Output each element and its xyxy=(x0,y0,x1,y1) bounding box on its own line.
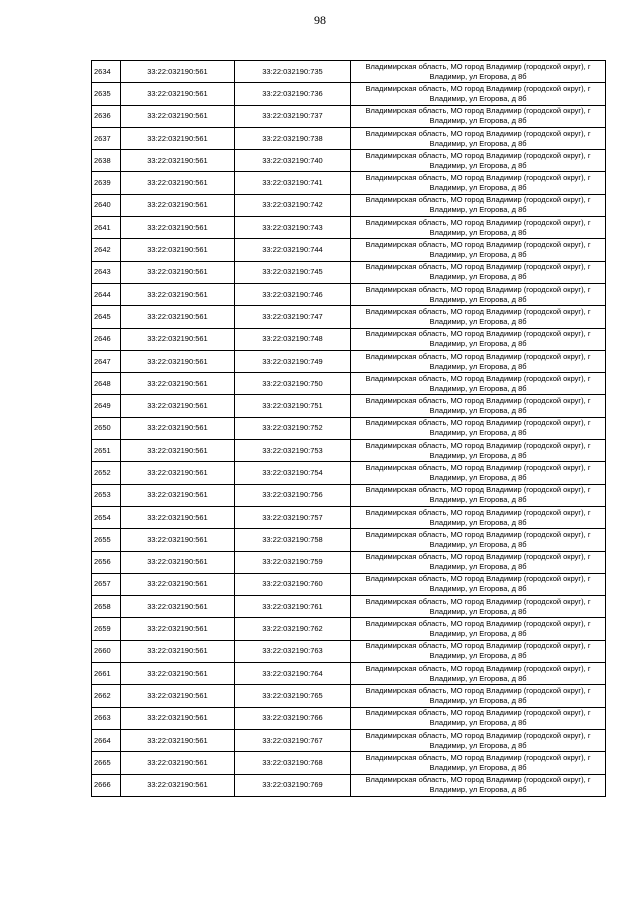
table-row xyxy=(92,484,606,506)
table-row xyxy=(92,551,606,573)
table-row xyxy=(92,194,606,216)
parcel-cadastral-number-cell: 33:22:032190:561 xyxy=(121,440,235,462)
parcel-cadastral-number-cell: 33:22:032190:561 xyxy=(121,752,235,774)
table-row xyxy=(92,596,606,618)
page-number: 98 xyxy=(314,13,326,27)
parcel-cadastral-number-cell: 33:22:032190:561 xyxy=(121,551,235,573)
object-cadastral-number-cell: 33:22:032190:746 xyxy=(235,283,351,305)
address-cell: Владимирская область, МО город Владимир (городской округ), г Владимир, ул Егорова, д 8б xyxy=(351,306,606,328)
object-cadastral-number-cell: 33:22:032190:750 xyxy=(235,373,351,395)
parcel-cadastral-number-cell: 33:22:032190:561 xyxy=(121,217,235,239)
table-row xyxy=(92,350,606,372)
object-cadastral-number-cell: 33:22:032190:756 xyxy=(235,484,351,506)
address-cell: Владимирская область, МО город Владимир (городской округ), г Владимир, ул Егорова, д 8б xyxy=(351,663,606,685)
table-row xyxy=(92,707,606,729)
row-number-cell: 2666 xyxy=(92,774,121,796)
address-cell: Владимирская область, МО город Владимир (городской округ), г Владимир, ул Егорова, д 8б xyxy=(351,328,606,350)
object-cadastral-number-cell: 33:22:032190:741 xyxy=(235,172,351,194)
object-cadastral-number-cell: 33:22:032190:749 xyxy=(235,350,351,372)
table-row xyxy=(92,618,606,640)
row-number-cell: 2664 xyxy=(92,729,121,751)
object-cadastral-number-cell: 33:22:032190:735 xyxy=(235,61,351,83)
row-number-cell: 2663 xyxy=(92,707,121,729)
parcel-cadastral-number-cell: 33:22:032190:561 xyxy=(121,239,235,261)
address-cell: Владимирская область, МО город Владимир (городской округ), г Владимир, ул Егорова, д 8б xyxy=(351,462,606,484)
row-number-cell: 2636 xyxy=(92,105,121,127)
address-cell: Владимирская область, МО город Владимир (городской округ), г Владимир, ул Егорова, д 8б xyxy=(351,529,606,551)
address-cell: Владимирская область, МО город Владимир (городской округ), г Владимир, ул Егорова, д 8б xyxy=(351,707,606,729)
row-number-cell: 2650 xyxy=(92,417,121,439)
address-cell: Владимирская область, МО город Владимир (городской округ), г Владимир, ул Егорова, д 8б xyxy=(351,752,606,774)
parcel-cadastral-number-cell: 33:22:032190:561 xyxy=(121,373,235,395)
table-row xyxy=(92,61,606,83)
table-row xyxy=(92,395,606,417)
object-cadastral-number-cell: 33:22:032190:736 xyxy=(235,83,351,105)
table-row xyxy=(92,417,606,439)
table-row xyxy=(92,685,606,707)
object-cadastral-number-cell: 33:22:032190:752 xyxy=(235,417,351,439)
object-cadastral-number-cell: 33:22:032190:748 xyxy=(235,328,351,350)
row-number-cell: 2658 xyxy=(92,596,121,618)
row-number-cell: 2665 xyxy=(92,752,121,774)
address-cell: Владимирская область, МО город Владимир (городской округ), г Владимир, ул Егорова, д 8б xyxy=(351,484,606,506)
object-cadastral-number-cell: 33:22:032190:757 xyxy=(235,506,351,528)
object-cadastral-number-cell: 33:22:032190:758 xyxy=(235,529,351,551)
object-cadastral-number-cell: 33:22:032190:759 xyxy=(235,551,351,573)
row-number-cell: 2639 xyxy=(92,172,121,194)
parcel-cadastral-number-cell: 33:22:032190:561 xyxy=(121,105,235,127)
table-row xyxy=(92,640,606,662)
object-cadastral-number-cell: 33:22:032190:764 xyxy=(235,663,351,685)
row-number-cell: 2648 xyxy=(92,373,121,395)
table-row xyxy=(92,752,606,774)
address-cell: Владимирская область, МО город Владимир (городской округ), г Владимир, ул Егорова, д 8б xyxy=(351,261,606,283)
row-number-cell: 2661 xyxy=(92,663,121,685)
parcel-cadastral-number-cell: 33:22:032190:561 xyxy=(121,618,235,640)
table-row xyxy=(92,306,606,328)
object-cadastral-number-cell: 33:22:032190:747 xyxy=(235,306,351,328)
object-cadastral-number-cell: 33:22:032190:745 xyxy=(235,261,351,283)
parcel-cadastral-number-cell: 33:22:032190:561 xyxy=(121,172,235,194)
parcel-cadastral-number-cell: 33:22:032190:561 xyxy=(121,350,235,372)
row-number-cell: 2637 xyxy=(92,127,121,149)
address-cell: Владимирская область, МО город Владимир (городской округ), г Владимир, ул Егорова, д 8б xyxy=(351,440,606,462)
address-cell: Владимирская область, МО город Владимир (городской округ), г Владимир, ул Егорова, д 8б xyxy=(351,105,606,127)
row-number-cell: 2638 xyxy=(92,150,121,172)
object-cadastral-number-cell: 33:22:032190:766 xyxy=(235,707,351,729)
object-cadastral-number-cell: 33:22:032190:737 xyxy=(235,105,351,127)
parcel-cadastral-number-cell: 33:22:032190:561 xyxy=(121,328,235,350)
object-cadastral-number-cell: 33:22:032190:763 xyxy=(235,640,351,662)
address-cell: Владимирская область, МО город Владимир (городской округ), г Владимир, ул Егорова, д 8б xyxy=(351,685,606,707)
address-cell: Владимирская область, МО город Владимир (городской округ), г Владимир, ул Егорова, д 8б xyxy=(351,551,606,573)
table-row xyxy=(92,663,606,685)
parcel-cadastral-number-cell: 33:22:032190:561 xyxy=(121,194,235,216)
table-row xyxy=(92,506,606,528)
table-row xyxy=(92,172,606,194)
address-cell: Владимирская область, МО город Владимир (городской округ), г Владимир, ул Егорова, д 8б xyxy=(351,350,606,372)
table-row xyxy=(92,150,606,172)
row-number-cell: 2654 xyxy=(92,506,121,528)
object-cadastral-number-cell: 33:22:032190:762 xyxy=(235,618,351,640)
table-row xyxy=(92,127,606,149)
parcel-cadastral-number-cell: 33:22:032190:561 xyxy=(121,596,235,618)
object-cadastral-number-cell: 33:22:032190:744 xyxy=(235,239,351,261)
object-cadastral-number-cell: 33:22:032190:760 xyxy=(235,573,351,595)
object-cadastral-number-cell: 33:22:032190:761 xyxy=(235,596,351,618)
table-row xyxy=(92,239,606,261)
object-cadastral-number-cell: 33:22:032190:742 xyxy=(235,194,351,216)
parcel-cadastral-number-cell: 33:22:032190:561 xyxy=(121,127,235,149)
row-number-cell: 2646 xyxy=(92,328,121,350)
address-cell: Владимирская область, МО город Владимир (городской округ), г Владимир, ул Егорова, д 8б xyxy=(351,506,606,528)
parcel-cadastral-number-cell: 33:22:032190:561 xyxy=(121,506,235,528)
address-cell: Владимирская область, МО город Владимир (городской округ), г Владимир, ул Егорова, д 8б xyxy=(351,283,606,305)
parcel-cadastral-number-cell: 33:22:032190:561 xyxy=(121,685,235,707)
object-cadastral-number-cell: 33:22:032190:753 xyxy=(235,440,351,462)
row-number-cell: 2653 xyxy=(92,484,121,506)
address-cell: Владимирская область, МО город Владимир (городской округ), г Владимир, ул Егорова, д 8б xyxy=(351,774,606,796)
table-row xyxy=(92,573,606,595)
address-cell: Владимирская область, МО город Владимир (городской округ), г Владимир, ул Егорова, д 8б xyxy=(351,729,606,751)
row-number-cell: 2645 xyxy=(92,306,121,328)
address-cell: Владимирская область, МО город Владимир (городской округ), г Владимир, ул Егорова, д 8б xyxy=(351,61,606,83)
object-cadastral-number-cell: 33:22:032190:743 xyxy=(235,217,351,239)
address-cell: Владимирская область, МО город Владимир (городской округ), г Владимир, ул Егорова, д 8б xyxy=(351,127,606,149)
table-row xyxy=(92,373,606,395)
object-cadastral-number-cell: 33:22:032190:767 xyxy=(235,729,351,751)
object-cadastral-number-cell: 33:22:032190:740 xyxy=(235,150,351,172)
row-number-cell: 2659 xyxy=(92,618,121,640)
address-cell: Владимирская область, МО город Владимир (городской округ), г Владимир, ул Егорова, д 8б xyxy=(351,596,606,618)
row-number-cell: 2647 xyxy=(92,350,121,372)
object-cadastral-number-cell: 33:22:032190:769 xyxy=(235,774,351,796)
object-cadastral-number-cell: 33:22:032190:751 xyxy=(235,395,351,417)
parcel-cadastral-number-cell: 33:22:032190:561 xyxy=(121,61,235,83)
parcel-cadastral-number-cell: 33:22:032190:561 xyxy=(121,707,235,729)
parcel-cadastral-number-cell: 33:22:032190:561 xyxy=(121,150,235,172)
parcel-cadastral-number-cell: 33:22:032190:561 xyxy=(121,640,235,662)
address-cell: Владимирская область, МО город Владимир (городской округ), г Владимир, ул Егорова, д 8б xyxy=(351,395,606,417)
row-number-cell: 2642 xyxy=(92,239,121,261)
table-row xyxy=(92,462,606,484)
address-cell: Владимирская область, МО город Владимир (городской округ), г Владимир, ул Егорова, д 8б xyxy=(351,618,606,640)
row-number-cell: 2643 xyxy=(92,261,121,283)
table-row xyxy=(92,261,606,283)
address-cell: Владимирская область, МО город Владимир (городской округ), г Владимир, ул Егорова, д 8б xyxy=(351,172,606,194)
parcel-cadastral-number-cell: 33:22:032190:561 xyxy=(121,462,235,484)
address-cell: Владимирская область, МО город Владимир (городской округ), г Владимир, ул Егорова, д 8б xyxy=(351,373,606,395)
row-number-cell: 2635 xyxy=(92,83,121,105)
row-number-cell: 2656 xyxy=(92,551,121,573)
row-number-cell: 2660 xyxy=(92,640,121,662)
address-cell: Владимирская область, МО город Владимир (городской округ), г Владимир, ул Егорова, д 8б xyxy=(351,573,606,595)
row-number-cell: 2644 xyxy=(92,283,121,305)
address-cell: Владимирская область, МО город Владимир (городской округ), г Владимир, ул Егорова, д 8б xyxy=(351,217,606,239)
object-cadastral-number-cell: 33:22:032190:768 xyxy=(235,752,351,774)
address-cell: Владимирская область, МО город Владимир (городской округ), г Владимир, ул Егорова, д 8б xyxy=(351,150,606,172)
table-row xyxy=(92,105,606,127)
row-number-cell: 2634 xyxy=(92,61,121,83)
row-number-cell: 2652 xyxy=(92,462,121,484)
parcel-cadastral-number-cell: 33:22:032190:561 xyxy=(121,663,235,685)
table-row xyxy=(92,283,606,305)
table-row xyxy=(92,83,606,105)
object-cadastral-number-cell: 33:22:032190:738 xyxy=(235,127,351,149)
table-row xyxy=(92,729,606,751)
parcel-cadastral-number-cell: 33:22:032190:561 xyxy=(121,529,235,551)
table-row xyxy=(92,328,606,350)
table-row xyxy=(92,774,606,796)
parcel-cadastral-number-cell: 33:22:032190:561 xyxy=(121,484,235,506)
table-row xyxy=(92,217,606,239)
parcel-cadastral-number-cell: 33:22:032190:561 xyxy=(121,573,235,595)
registry-table xyxy=(91,60,606,797)
row-number-cell: 2641 xyxy=(92,217,121,239)
row-number-cell: 2651 xyxy=(92,440,121,462)
row-number-cell: 2655 xyxy=(92,529,121,551)
parcel-cadastral-number-cell: 33:22:032190:561 xyxy=(121,306,235,328)
address-cell: Владимирская область, МО город Владимир (городской округ), г Владимир, ул Егорова, д 8б xyxy=(351,239,606,261)
parcel-cadastral-number-cell: 33:22:032190:561 xyxy=(121,283,235,305)
address-cell: Владимирская область, МО город Владимир (городской округ), г Владимир, ул Егорова, д 8б xyxy=(351,640,606,662)
parcel-cadastral-number-cell: 33:22:032190:561 xyxy=(121,395,235,417)
registry-table-body xyxy=(92,61,606,797)
parcel-cadastral-number-cell: 33:22:032190:561 xyxy=(121,83,235,105)
address-cell: Владимирская область, МО город Владимир (городской округ), г Владимир, ул Егорова, д 8б xyxy=(351,83,606,105)
row-number-cell: 2657 xyxy=(92,573,121,595)
table-row xyxy=(92,440,606,462)
object-cadastral-number-cell: 33:22:032190:765 xyxy=(235,685,351,707)
row-number-cell: 2649 xyxy=(92,395,121,417)
row-number-cell: 2640 xyxy=(92,194,121,216)
address-cell: Владимирская область, МО город Владимир (городской округ), г Владимир, ул Егорова, д 8б xyxy=(351,194,606,216)
table-row xyxy=(92,529,606,551)
object-cadastral-number-cell: 33:22:032190:754 xyxy=(235,462,351,484)
parcel-cadastral-number-cell: 33:22:032190:561 xyxy=(121,774,235,796)
parcel-cadastral-number-cell: 33:22:032190:561 xyxy=(121,729,235,751)
address-cell: Владимирская область, МО город Владимир (городской округ), г Владимир, ул Егорова, д 8б xyxy=(351,417,606,439)
row-number-cell: 2662 xyxy=(92,685,121,707)
parcel-cadastral-number-cell: 33:22:032190:561 xyxy=(121,417,235,439)
parcel-cadastral-number-cell: 33:22:032190:561 xyxy=(121,261,235,283)
